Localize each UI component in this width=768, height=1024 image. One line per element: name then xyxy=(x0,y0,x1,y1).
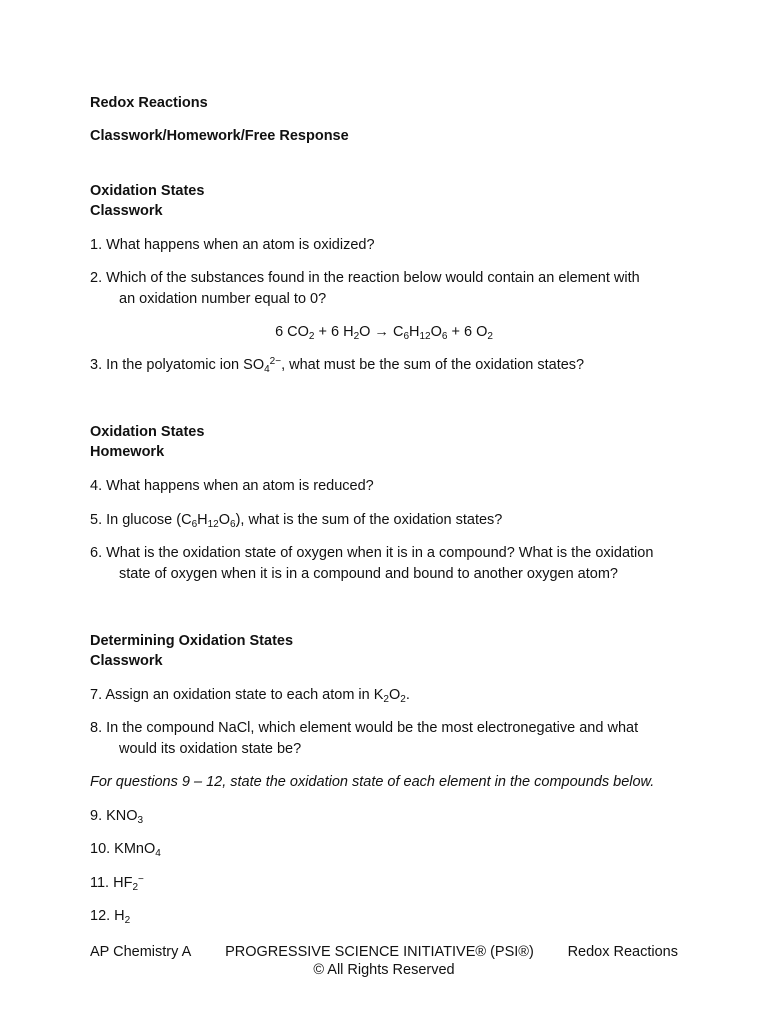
question-4: 4. What happens when an atom is reduced? xyxy=(90,478,374,494)
section-heading: Determining Oxidation States xyxy=(90,633,294,649)
question-9: 9. $KNO_3$ xyxy=(90,808,144,826)
question-6-line-1: 6. What is the oxidation state of oxygen when it is in a compound? What is the oxidation xyxy=(90,545,654,561)
chemical-equation: 6 $CO_2 + 6$ $H_2O \to C_6H_{12}O_6 + 6$ $O_2$ xyxy=(275,324,493,342)
question-6-line-2: state of oxygen when it is in a compound and bound to another oxygen atom? xyxy=(119,566,618,582)
page-footer xyxy=(90,943,678,979)
question-12: 12. $H_2$ xyxy=(90,908,131,926)
document-subtitle: Classwork/Homework/Free Response xyxy=(90,128,349,144)
question-8-line-1: 8. In the compound NaCl, which element would be the most electronegative and what xyxy=(90,720,639,736)
section-subheading: Homework xyxy=(90,444,165,460)
question-5: 5. In glucose $(C_6H_{12}O_6)$, what is the sum of the oxidation states? xyxy=(90,512,503,530)
question-11: 11. $HF_2^-$ xyxy=(90,874,144,893)
question-1: 1. What happens when an atom is oxidized? xyxy=(90,237,375,253)
question-2-line-2: an oxidation number equal to 0? xyxy=(119,291,327,307)
document-title: Redox Reactions xyxy=(90,95,208,111)
footer-copyright: © All Rights Reserved xyxy=(313,962,455,978)
question-3: 3. In the polyatomic ion $SO_4^{2-}$, what must be the sum of the oxidation states? xyxy=(90,356,585,375)
question-2-line-1: 2. Which of the substances found in the reaction below would contain an element with xyxy=(90,270,640,286)
section-subheading: Classwork xyxy=(90,653,163,669)
section-heading: Oxidation States xyxy=(90,183,205,199)
question-7: 7. Assign an oxidation state to each atom in $K_2O_2$. xyxy=(90,687,410,705)
section-subheading: Classwork xyxy=(90,203,163,219)
footer-program: PROGRESSIVE SCIENCE INITIATIVE® (PSI®) xyxy=(225,944,534,960)
instruction-text: For questions 9 – 12, state the oxidation state of each element in the compounds below. xyxy=(90,774,655,790)
question-10: 10. KMnO$_4$ xyxy=(90,841,161,859)
footer-topic: Redox Reactions xyxy=(567,944,678,960)
question-8-line-2: would its oxidation state be? xyxy=(119,741,302,757)
footer-course: AP Chemistry A xyxy=(90,944,192,960)
section-heading: Oxidation States xyxy=(90,424,205,440)
